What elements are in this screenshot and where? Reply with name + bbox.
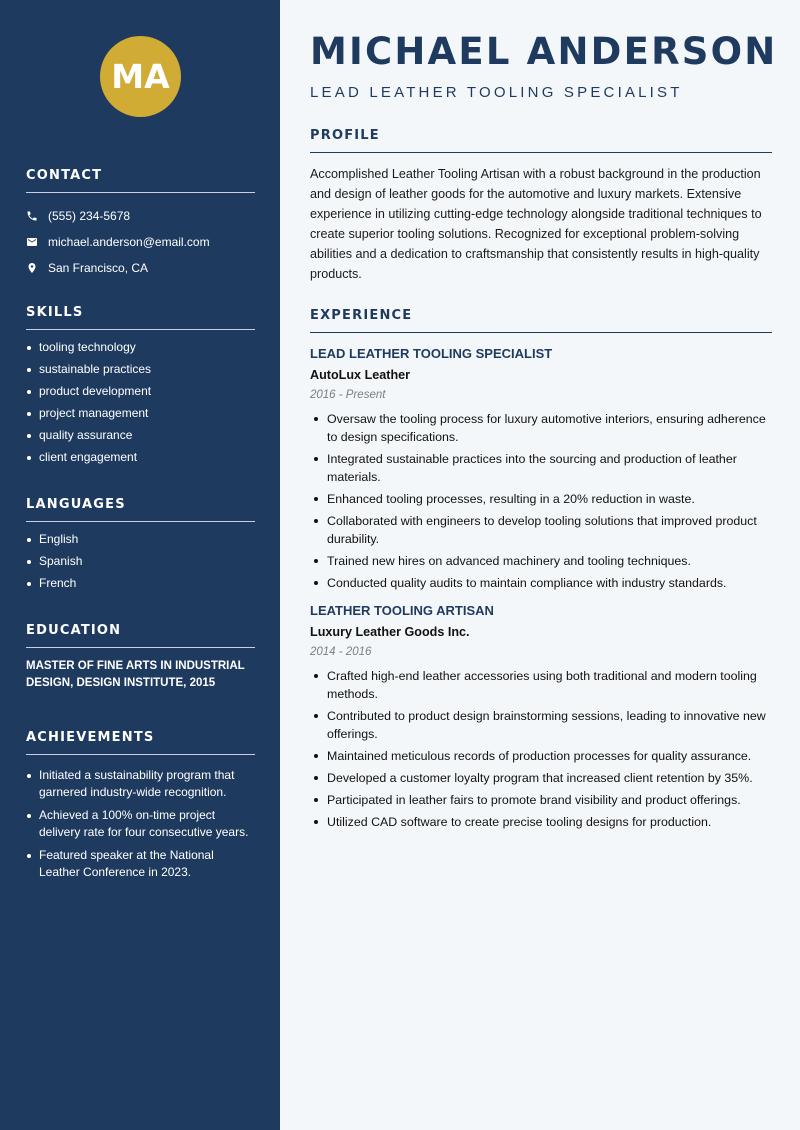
contact-section — [26, 168, 255, 281]
job-bullet: Trained new hires on advanced machinery and tooling techniques. — [310, 552, 772, 570]
language-item: French — [26, 575, 255, 592]
job-bullet: Collaborated with engineers to develop tooling solutions that improved product durability. — [310, 512, 772, 548]
email-text[interactable]: michael.anderson@email.com — [48, 235, 210, 249]
skills-section — [26, 305, 255, 471]
job-bullet: Contributed to product design brainstorming sessions, leading to innovative new offerings. — [310, 707, 772, 743]
languages-section — [26, 497, 255, 597]
candidate-name: MICHAEL ANDERSON — [310, 30, 778, 73]
skills-heading: SKILLS — [26, 305, 255, 330]
email-icon — [26, 236, 48, 248]
job-title: LEATHER TOOLING ARTISAN — [310, 603, 494, 618]
skill-item: product development — [26, 383, 255, 400]
achievement-item: Initiated a sustainability program that garnered industry-wide recognition. — [26, 767, 255, 801]
skill-item: client engagement — [26, 449, 255, 466]
job-bullet: Conducted quality audits to maintain compliance with industry standards. — [310, 574, 772, 592]
job-bullet: Integrated sustainable practices into the sourcing and production of leather materials. — [310, 450, 772, 486]
experience-heading: EXPERIENCE — [310, 308, 772, 333]
achievement-item: Featured speaker at the National Leather Conference in 2023. — [26, 847, 255, 881]
contact-email — [26, 229, 255, 255]
job-bullet: Maintained meticulous records of production processes for quality assurance. — [310, 747, 772, 765]
sidebar — [0, 0, 280, 1130]
skill-item: tooling technology — [26, 339, 255, 356]
job-bullet: Utilized CAD software to create precise tooling designs for production. — [310, 813, 772, 831]
achievements-section — [26, 730, 255, 887]
job-company: AutoLux Leather — [310, 368, 411, 382]
skills-list — [26, 339, 255, 466]
skill-item: sustainable practices — [26, 361, 255, 378]
profile-text: Accomplished Leather Tooling Artisan with a robust background in the production and design of leather goods for the automotive and luxury markets. Extensive experience in utilizing cutting-edge technology alongside traditional techniques to create superior tooling solutions. Recognized for exceptional problem-solving abilities and a dedication to craftsmanship that consistently results in high-quality products. — [310, 167, 762, 281]
achievement-item: Achieved a 100% on-time project delivery rate for four consecutive years. — [26, 807, 255, 841]
profile-section — [310, 128, 772, 284]
job-bullet: Participated in leather fairs to promote brand visibility and product offerings. — [310, 791, 772, 809]
contact-location — [26, 255, 255, 281]
phone-icon — [26, 210, 48, 222]
job-entry — [310, 346, 772, 592]
job-entry — [310, 603, 772, 831]
location-text: San Francisco, CA — [48, 261, 149, 275]
job-bullet: Developed a customer loyalty program that increased client retention by 35%. — [310, 769, 772, 787]
languages-heading: LANGUAGES — [26, 497, 255, 522]
job-dates: 2014 - 2016 — [310, 646, 372, 658]
language-item: Spanish — [26, 553, 255, 570]
skill-item: project management — [26, 405, 255, 422]
education-section — [26, 623, 255, 692]
job-company: Luxury Leather Goods Inc. — [310, 625, 470, 639]
job-dates: 2016 - Present — [310, 389, 386, 401]
job-bullet: Oversaw the tooling process for luxury automotive interiors, ensuring adherence to design specifications. — [310, 410, 772, 446]
avatar: MA — [100, 36, 181, 117]
profile-heading: PROFILE — [310, 128, 772, 153]
job-bullets — [310, 667, 772, 831]
achievements-list — [26, 767, 255, 881]
job-bullet: Enhanced tooling processes, resulting in a 20% reduction in waste. — [310, 490, 772, 508]
candidate-title: LEAD LEATHER TOOLING SPECIALIST — [310, 84, 683, 101]
contact-phone — [26, 203, 255, 229]
achievements-heading: ACHIEVEMENTS — [26, 730, 255, 755]
job-title: LEAD LEATHER TOOLING SPECIALIST — [310, 346, 553, 361]
location-pin-icon — [26, 262, 48, 274]
job-bullet: Crafted high-end leather accessories using both traditional and modern tooling methods. — [310, 667, 772, 703]
job-bullets — [310, 410, 772, 592]
experience-section — [310, 308, 772, 835]
language-item: English — [26, 531, 255, 548]
languages-list — [26, 531, 255, 592]
phone-text: (555) 234-5678 — [48, 209, 131, 223]
education-entry: MASTER OF FINE ARTS IN INDUSTRIAL DESIGN, DESIGN INSTITUTE, 2015 — [26, 660, 245, 689]
education-heading: EDUCATION — [26, 623, 255, 648]
skill-item: quality assurance — [26, 427, 255, 444]
contact-heading: CONTACT — [26, 168, 255, 193]
